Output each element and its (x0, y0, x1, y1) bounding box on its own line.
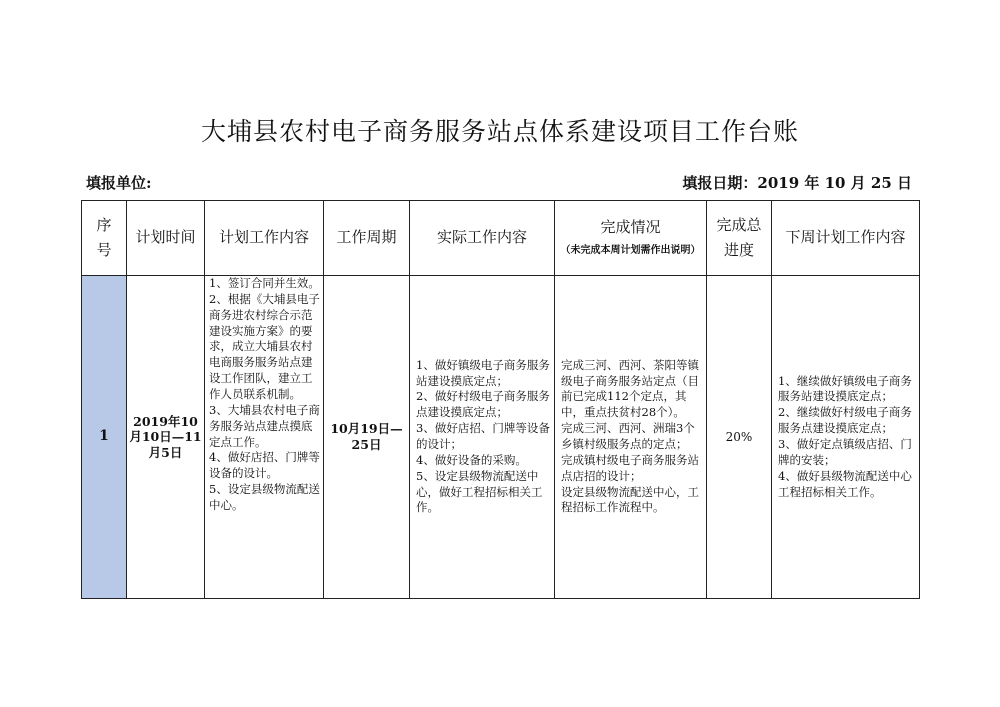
next-week-item: 2、继续做好村级电子商务服务点建设摸底定点； (778, 405, 912, 436)
completion-item: 完成三河、西河、茶阳等镇级电子商务服务站定点（目前已完成112个定点，其中，重点扶贫村28个）。 (561, 357, 699, 420)
page-title: 大埔县农村电子商务服务站点体系建设项目工作台账 (200, 117, 799, 146)
plan-item: 1、签订合同并生效。 (209, 276, 320, 290)
header-completion-note: （未完成本周计划需作出说明） (560, 245, 701, 257)
table-row (82, 276, 920, 599)
cell-plan-time: 2019年10月10日—11月5日 (127, 276, 205, 599)
actual-item: 5、设定县级物流配送中心，做好工程招标相关工作。 (416, 468, 543, 515)
next-week-item: 4、做好县级物流配送中心工程招标相关工作。 (778, 468, 912, 499)
cell-actual-content (410, 276, 555, 599)
actual-item: 3、做好店招、门牌等设备的设计； (416, 421, 550, 451)
plan-item: 4、做好店招、门牌等设备的设计。 (209, 450, 320, 481)
plan-item: 2、根据《大埔县电子商务进农村综合示范建设实施方案》的要求，成立大埔县农村电商服务服务站点建设工作团队，建立工作人员联系机制。 (209, 291, 320, 402)
next-week-item: 3、做好定点镇级店招、门牌的安装； (778, 437, 912, 467)
cell-work-cycle: 10月19日—25日 (324, 276, 410, 599)
completion-item: 设定县级物流配送中心，工程招标工作流程中。 (561, 484, 699, 515)
header-seq: 序 号 (82, 201, 127, 276)
plan-item: 3、大埔县农村电子商务服务站点建点摸底定点工作。 (209, 402, 320, 449)
cell-seq: 1 (82, 276, 127, 599)
header-completion-title: 完成情况 (600, 217, 661, 236)
fill-date-label: 填报日期：2019 年 10 月 25 日 (682, 174, 912, 192)
actual-item: 2、做好村级电子商务服务点建设摸底定点； (416, 389, 550, 420)
cell-total-progress: 20% (707, 276, 772, 599)
cell-plan-content (205, 276, 324, 599)
work-ledger-table (81, 200, 920, 599)
completion-item: 完成三河、西河、洲瑞3个乡镇村级服务点的定点； (561, 421, 695, 451)
cell-completion (555, 276, 707, 599)
header-plan-time: 计划时间 (127, 201, 205, 276)
next-week-item: 1、继续做好镇级电子商务服务站建设摸底定点； (778, 373, 912, 404)
table-header-row (82, 201, 920, 276)
header-total-progress: 完成总 进度 (707, 201, 772, 276)
header-actual-content: 实际工作内容 (410, 201, 555, 276)
header-next-week: 下周计划工作内容 (772, 201, 920, 276)
header-work-cycle: 工作周期 (324, 201, 410, 276)
cell-next-week (772, 276, 920, 599)
header-completion (555, 201, 707, 276)
actual-item: 4、做好设备的采购。 (416, 452, 527, 467)
actual-item: 1、做好镇级电子商务服务站建设摸底定点； (416, 357, 550, 388)
completion-item: 完成镇村级电子商务服务站点店招的设计； (561, 452, 699, 483)
header-plan-content: 计划工作内容 (205, 201, 324, 276)
plan-item: 5、设定县级物流配送中心。 (209, 482, 320, 513)
fill-unit-label: 填报单位: (86, 174, 152, 192)
